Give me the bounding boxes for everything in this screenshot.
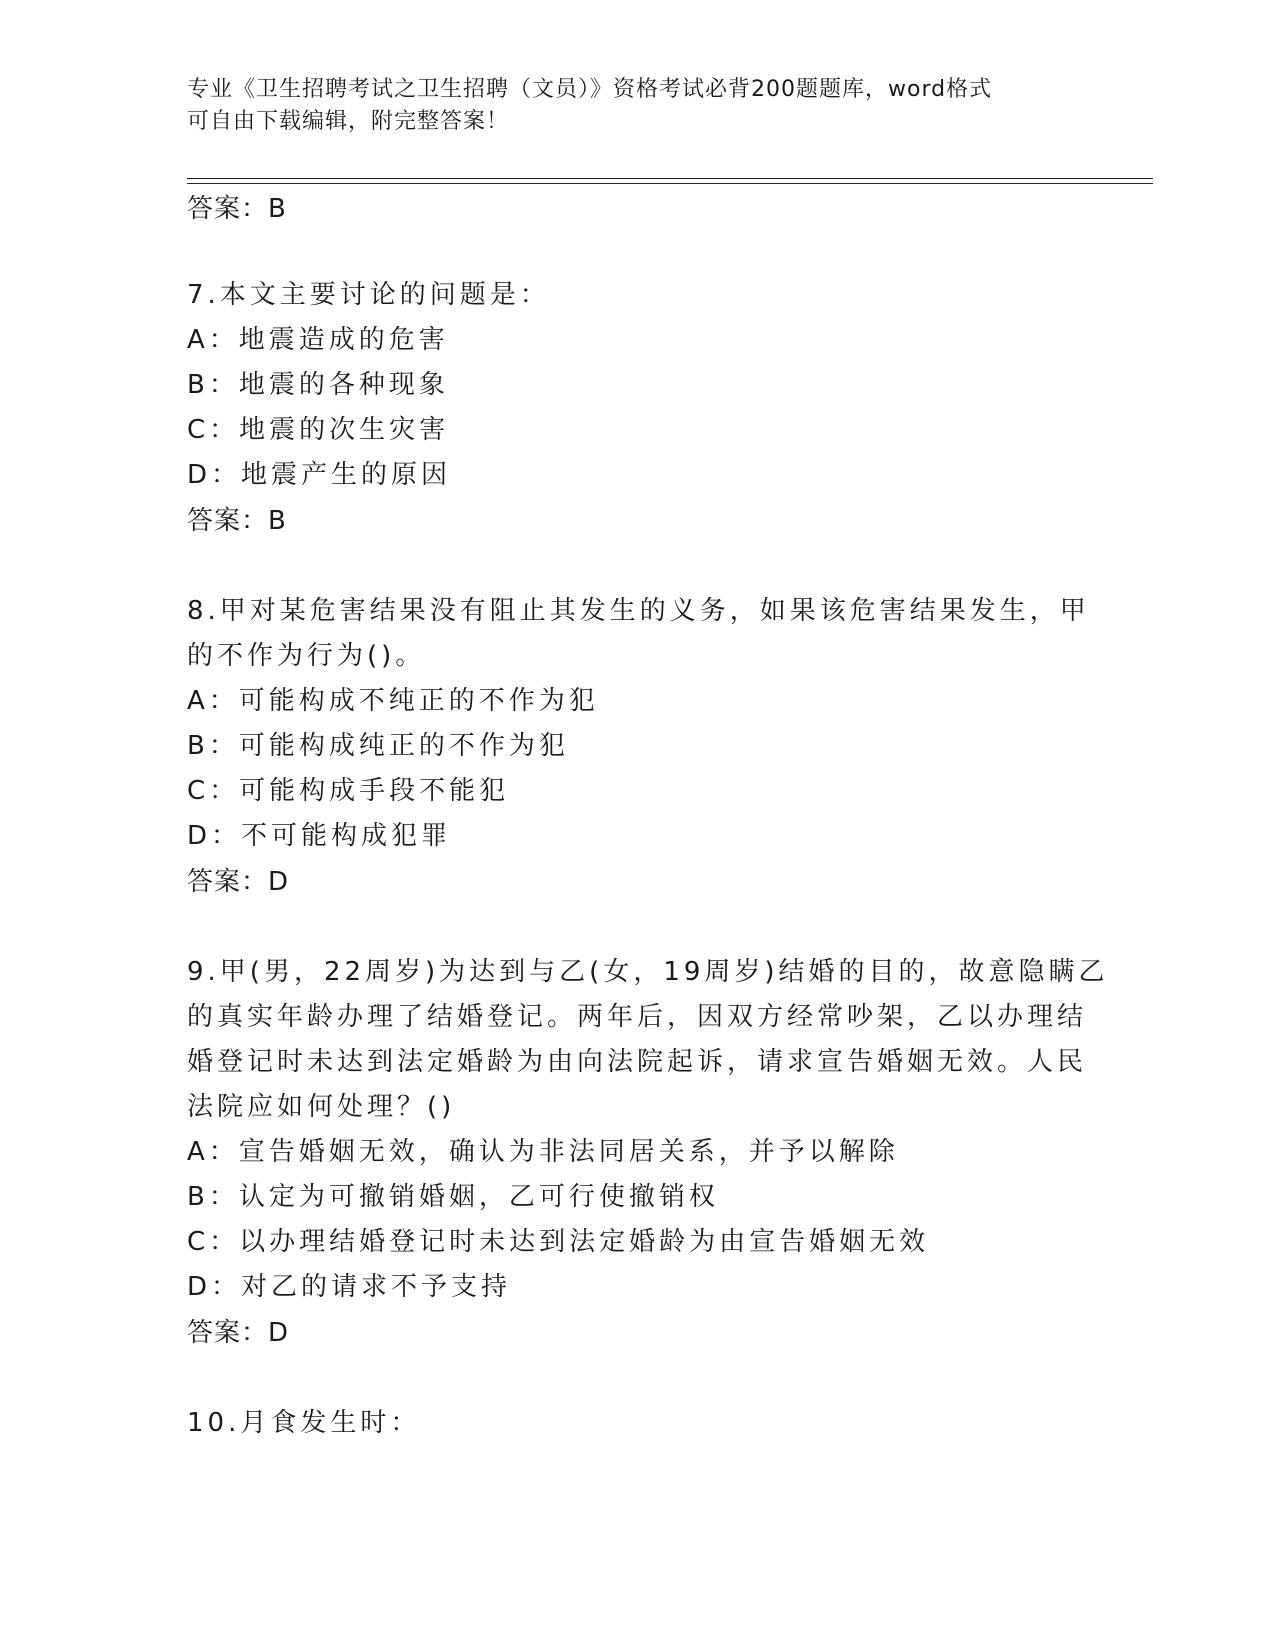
question-8-option-a: A：可能构成不纯正的不作为犯 [187,686,599,716]
question-8-option-c: C：可能构成手段不能犯 [187,776,510,806]
header-line-2: 可自由下载编辑，附完整答案！ [187,109,510,134]
question-9-stem-line-1: 9.甲(男，22周岁)为达到与乙(女，19周岁)结婚的目的，故意隐瞒乙 [187,957,1109,987]
question-9-stem-line-2: 的真实年龄办理了结婚登记。两年后，因双方经常吵架，乙以办理结 [187,1002,1088,1032]
previous-answer: 答案：B [187,194,287,224]
question-9-option-b: B：认定为可撤销婚姻，乙可行使撤销权 [187,1182,719,1212]
question-9-answer: 答案：D [187,1318,290,1348]
question-8-option-b: B：可能构成纯正的不作为犯 [187,731,569,761]
header-line-1: 专业《卫生招聘考试之卫生招聘（文员）》资格考试必背200题题库，word格式 [187,77,993,102]
question-8-answer: 答案：D [187,867,290,897]
question-10-stem: 10.月食发生时： [187,1408,421,1438]
question-9-stem-line-4: 法院应如何处理？() [187,1092,456,1122]
question-7-option-c: C：地震的次生灾害 [187,415,450,445]
header-divider-bottom [187,183,1153,184]
question-7-option-a: A：地震造成的危害 [187,325,449,355]
header-divider-top [187,178,1153,179]
question-7-option-d: D：地震产生的原因 [187,460,452,490]
question-7-option-b: B：地震的各种现象 [187,370,449,400]
question-8-option-d: D：不可能构成犯罪 [187,821,452,851]
question-9-option-a: A：宣告婚姻无效，确认为非法同居关系，并予以解除 [187,1137,899,1167]
question-9-option-d: D：对乙的请求不予支持 [187,1272,512,1302]
question-8-stem-line-2: 的不作为行为()。 [187,641,426,671]
question-9-stem-line-3: 婚登记时未达到法定婚龄为由向法院起诉，请求宣告婚姻无效。人民 [187,1047,1088,1077]
question-8-stem-line-1: 8.甲对某危害结果没有阻止其发生的义务，如果该危害结果发生，甲 [187,596,1090,626]
document-header [187,74,1067,138]
question-9-option-c: C：以办理结婚登记时未达到法定婚龄为由宣告婚姻无效 [187,1227,930,1257]
question-7-stem: 7.本文主要讨论的问题是： [187,280,550,310]
question-7-answer: 答案：B [187,506,287,536]
